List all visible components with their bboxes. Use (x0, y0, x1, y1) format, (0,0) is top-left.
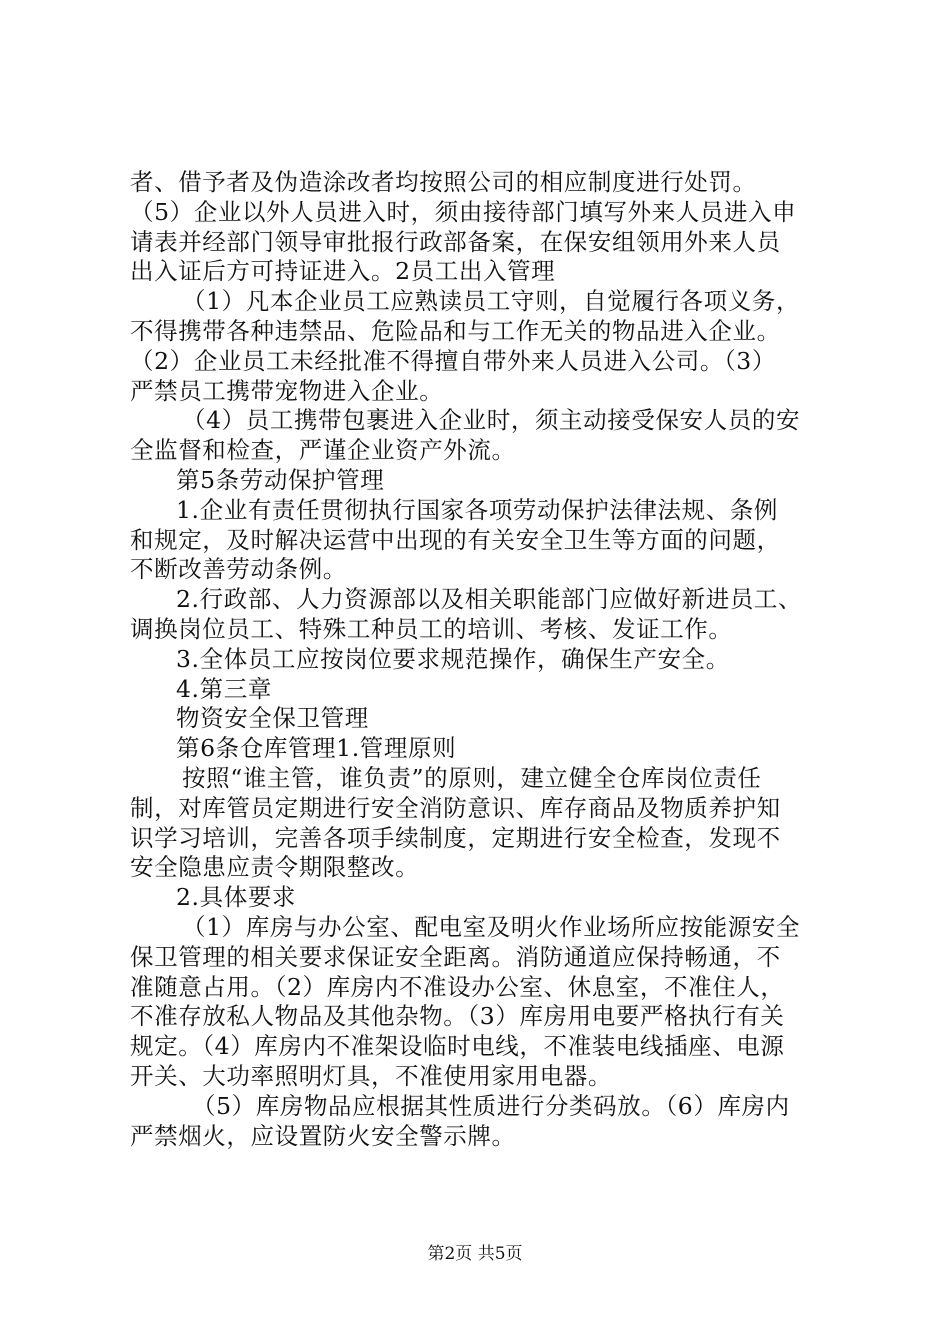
text-line: 全监督和检查，严谨企业资产外流。 (130, 436, 516, 465)
section-heading: 第6条仓库管理1.管理原则 (176, 734, 457, 763)
text-line: 保卫管理的相关要求保证安全距离。消防通道应保持畅通，不 (130, 942, 781, 971)
text-line: 安全隐患应责令期限整改。 (130, 853, 420, 882)
text-line: 和规定，及时解决运营中出现的有关安全卫生等方面的问题， (130, 525, 781, 554)
text-line: 严禁烟火，应设置防火安全警示牌。 (130, 1121, 516, 1150)
text-line: （5）库房物品应根据其性质进行分类码放。（6）库房内 (192, 1091, 790, 1120)
text-line: 出入证后方可持证进入。2员工出入管理 (130, 257, 556, 286)
text-line: 准随意占用。（2）库房内不准设办公室、休息室，不准住人， (130, 972, 785, 1001)
chapter-heading: 4.第三章 (176, 674, 272, 703)
text-line: （4）员工携带包裹进入企业时，须主动接受保安人员的安 (182, 406, 801, 435)
document-body (130, 168, 830, 1151)
text-line: 2.行政部、人力资源部以及相关职能部门应做好新进员工、 (176, 585, 803, 614)
text-line: （5）企业以外人员进入时，须由接待部门填写外来人员进入申 (130, 197, 797, 226)
text-line: 不断改善劳动条例。 (130, 555, 347, 584)
text-line: 不准存放私人物品及其他杂物。（3）库房用电要严格执行有关 (130, 1002, 785, 1031)
text-line: （2）企业员工未经批准不得擅自带外来人员进入公司。（3） (130, 346, 776, 375)
text-line: 请表并经部门领导审批报行政部备案，在保安组领用外来人员 (130, 227, 781, 256)
text-line: 3.全体员工应按岗位要求规范操作，确保生产安全。 (176, 644, 730, 673)
text-line: 1.企业有责任贯彻执行国家各项劳动保护法律法规、条例 (176, 495, 779, 524)
text-line: （1）凡本企业员工应熟读员工守则，自觉履行各项义务， (182, 287, 801, 316)
text-line: 规定。（4）库房内不准架设临时电线，不准装电线插座、电源 (130, 1032, 785, 1061)
subsection-heading: 2.具体要求 (176, 883, 297, 912)
chapter-title: 物资安全保卫管理 (176, 704, 369, 733)
text-line: 调换岗位员工、特殊工种员工的培训、考核、发证工作。 (130, 614, 733, 643)
text-line: （1）库房与办公室、配电室及明火作业场所应按能源安全 (182, 912, 801, 941)
text-line: 开关、大功率照明灯具，不准使用家用电器。 (130, 1061, 612, 1090)
text-line: 按照“谁主管，谁负责”的原则，建立健全仓库岗位责任 (182, 763, 762, 792)
text-line: 不得携带各种违禁品、危险品和与工作无关的物品进入企业。 (130, 316, 781, 345)
text-line: 者、借予者及伪造涂改者均按照公司的相应制度进行处罚。 (130, 168, 757, 196)
page-number-footer: 第2页 共5页 (427, 1244, 523, 1264)
section-heading: 第5条劳动保护管理 (176, 465, 385, 494)
text-line: 制，对库管员定期进行安全消防意识、库存商品及物质养护知 (130, 793, 781, 822)
text-line: 严禁员工携带宠物进入企业。 (130, 376, 444, 405)
text-line: 识学习培训，完善各项手续制度，定期进行安全检查，发现不 (130, 823, 781, 852)
